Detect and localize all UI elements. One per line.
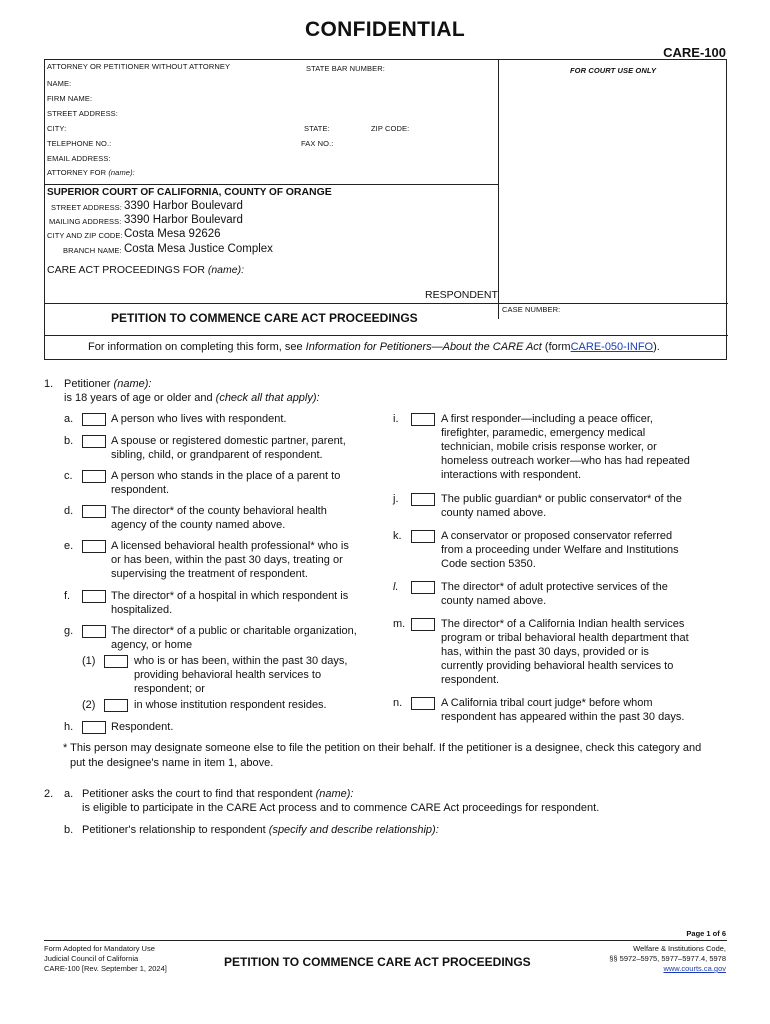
- item1-petitioner-line[interactable]: [64, 377, 151, 391]
- item1-age-line: [64, 391, 320, 405]
- court-use-label: FOR COURT USE ONLY: [570, 66, 657, 75]
- option-text-d-2: agency of the county named above.: [111, 519, 286, 531]
- option-text-m-3: has, within the past 30 days, provided or is: [441, 646, 649, 658]
- option-letter-l: l.: [393, 581, 399, 593]
- state-field[interactable]: STATE:: [304, 124, 330, 133]
- option-text-d-1: The director* of the county behavioral health: [111, 505, 327, 517]
- option-text-l-2: county named above.: [441, 595, 547, 607]
- checkbox-h[interactable]: [82, 721, 106, 734]
- checkbox-n[interactable]: [411, 697, 435, 710]
- option-text-i-3: technician, mobile crisis response worker, or: [441, 441, 657, 453]
- petition-title: PETITION TO COMMENCE CARE ACT PROCEEDINGS: [111, 311, 418, 325]
- option-text-i-4: homeless outreach worker—who has had repeated: [441, 455, 690, 467]
- proceedings-field[interactable]: [47, 264, 244, 276]
- firm-name-field[interactable]: FIRM NAME:: [47, 94, 93, 103]
- court-mailing-value: 3390 Harbor Boulevard: [124, 214, 243, 226]
- checkbox-a[interactable]: [82, 413, 106, 426]
- item2b-text: Petitioner's relationship to respondent: [82, 824, 266, 836]
- court-street-value: 3390 Harbor Boulevard: [124, 200, 243, 212]
- footer-right-line-2: §§ 5972–5975, 5977–5977.4, 5978: [609, 954, 726, 963]
- respondent-label: RESPONDENT: [425, 289, 498, 301]
- checkbox-k[interactable]: [411, 530, 435, 543]
- option-letter-j: j.: [393, 493, 399, 505]
- confidential-heading: CONFIDENTIAL: [305, 18, 465, 41]
- option-number-g2: (2): [82, 699, 96, 711]
- option-letter-k: k.: [393, 530, 402, 542]
- option-text-m-2: program or tribal behavioral health department that: [441, 632, 689, 644]
- option-text-i-2: firefighter, paramedic, emergency medical: [441, 427, 646, 439]
- checkbox-g1[interactable]: [104, 655, 128, 668]
- checkbox-e[interactable]: [82, 540, 106, 553]
- item2b-letter: b.: [64, 824, 74, 836]
- checkbox-l[interactable]: [411, 581, 435, 594]
- checkbox-c[interactable]: [82, 470, 106, 483]
- option-text-g-2: agency, or home: [111, 639, 193, 651]
- option-text-m-4: currently providing behavioral health services to: [441, 660, 674, 672]
- option-text-k-1: A conservator or proposed conservator referred: [441, 530, 673, 542]
- checkbox-f[interactable]: [82, 590, 106, 603]
- option-text-f-1: The director* of a hospital in which respondent is: [111, 590, 349, 602]
- info-prefix: For information on completing this form, see: [88, 341, 303, 353]
- item2a-letter: a.: [64, 788, 74, 800]
- form-number: CARE-100: [663, 45, 726, 60]
- option-text-i-5: interactions with respondent.: [441, 469, 582, 481]
- footnote-line-2: put the designee's name in item 1, above.: [70, 757, 274, 769]
- proceedings-label: CARE ACT PROCEEDINGS FOR: [47, 264, 205, 276]
- option-text-e-3: supervising the treatment of respondent.: [111, 568, 308, 580]
- option-text-b-2: sibling, child, or grandparent of respondent.: [111, 449, 323, 461]
- age-text: is 18 years of age or older and: [64, 392, 213, 404]
- fax-field[interactable]: FAX NO.:: [301, 139, 334, 148]
- item1-number: 1.: [44, 378, 54, 390]
- option-letter-i: i.: [393, 413, 399, 425]
- zip-field[interactable]: ZIP CODE:: [371, 124, 410, 133]
- option-text-k-2: from a proceeding under Welfare and Institutions: [441, 544, 679, 556]
- county-name: ORANGE: [285, 186, 332, 198]
- footer-left-line-1: Form Adopted for Mandatory Use: [44, 944, 155, 953]
- option-letter-g: g.: [64, 625, 74, 637]
- option-letter-e: e.: [64, 540, 74, 552]
- option-text-n-1: A California tribal court judge* before whom: [441, 697, 653, 709]
- footnote-line-1: * This person may designate someone else to file the petition on their behalf. If the petitioner is a designee, check this category and: [63, 742, 702, 754]
- option-text-g-1: The director* of a public or charitable organization,: [111, 625, 357, 637]
- info-line: [88, 341, 660, 353]
- item2-number: 2.: [44, 788, 54, 800]
- option-text-m-5: respondent.: [441, 674, 500, 686]
- court-heading: [47, 186, 332, 198]
- option-letter-h: h.: [64, 721, 74, 733]
- option-text-f-2: hospitalized.: [111, 604, 173, 616]
- item2a-text: Petitioner asks the court to find that respondent: [82, 788, 313, 800]
- footer-right: [609, 944, 726, 974]
- option-text-g1-3: respondent; or: [134, 683, 205, 695]
- option-text-g1-2: providing behavioral health services to: [134, 669, 322, 681]
- item2a-hint: (name):: [315, 788, 354, 800]
- option-text-b-1: A spouse or registered domestic partner, parent,: [111, 435, 346, 447]
- option-text-c-2: respondent.: [111, 484, 170, 496]
- court-title: SUPERIOR COURT OF CALIFORNIA, COUNTY OF: [47, 187, 283, 198]
- telephone-field[interactable]: TELEPHONE NO.:: [47, 139, 112, 148]
- option-letter-n: n.: [393, 697, 403, 709]
- street-address-field[interactable]: STREET ADDRESS:: [47, 109, 118, 118]
- option-letter-f: f.: [64, 590, 71, 602]
- option-letter-a: a.: [64, 413, 74, 425]
- checkbox-i[interactable]: [411, 413, 435, 426]
- item2b-line[interactable]: [82, 823, 439, 837]
- option-letter-c: c.: [64, 470, 73, 482]
- attorney-for-label: ATTORNEY FOR: [47, 168, 107, 177]
- option-text-m-1: The director* of a California Indian health services: [441, 618, 685, 630]
- court-cityzip-value: Costa Mesa 92626: [124, 228, 221, 240]
- proceedings-name-hint: (name):: [207, 264, 245, 276]
- name-field[interactable]: NAME:: [47, 79, 72, 88]
- checkbox-j[interactable]: [411, 493, 435, 506]
- court-cityzip-label: CITY AND ZIP CODE:: [47, 231, 123, 240]
- petitioner-name-hint: (name):: [113, 378, 152, 390]
- court-branch-value: Costa Mesa Justice Complex: [124, 243, 273, 255]
- care-050-info-link[interactable]: CARE-050-INFO: [570, 341, 654, 353]
- check-hint: (check all that apply):: [215, 392, 320, 404]
- item2a-line[interactable]: [82, 787, 354, 801]
- option-text-a-1: A person who lives with respondent.: [111, 413, 287, 425]
- court-branch-label: BRANCH NAME:: [63, 246, 122, 255]
- checkbox-g2[interactable]: [104, 699, 128, 712]
- item2b-hint: (specify and describe relationship):: [268, 824, 439, 836]
- checkbox-d[interactable]: [82, 505, 106, 518]
- option-letter-d: d.: [64, 505, 74, 517]
- case-number-field[interactable]: CASE NUMBER:: [502, 305, 561, 314]
- option-text-n-2: respondent has appeared within the past 30 days.: [441, 711, 685, 723]
- info-doc-title: Information for Petitioners—About the CARE Act: [305, 341, 542, 353]
- footer-left: [44, 944, 167, 974]
- option-letter-b: b.: [64, 435, 74, 447]
- footer-left-line-3: CARE-100 [Rev. September 1, 2024]: [44, 964, 167, 973]
- state-bar-label: STATE BAR NUMBER:: [306, 64, 385, 73]
- attorney-for-field[interactable]: [47, 168, 135, 177]
- petitioner-label: Petitioner: [64, 378, 111, 390]
- footer-title: PETITION TO COMMENCE CARE ACT PROCEEDINGS: [224, 955, 531, 969]
- option-text-j-1: The public guardian* or public conservator* of the: [441, 493, 682, 505]
- court-street-label: STREET ADDRESS:: [51, 203, 122, 212]
- option-text-e-1: A licensed behavioral health professional* who is: [111, 540, 349, 552]
- option-text-h-1: Respondent.: [111, 721, 174, 733]
- footer-right-line-1: Welfare & Institutions Code,: [633, 944, 726, 953]
- option-text-k-3: Code section 5350.: [441, 558, 536, 570]
- option-text-g2-1: in whose institution respondent resides.: [134, 699, 327, 711]
- item2a-line2: is eligible to participate in the CARE Act process and to commence CARE Act proceedings for respondent.: [82, 802, 600, 814]
- footer-left-line-2: Judicial Council of California: [44, 954, 139, 963]
- attorney-for-hint: (name):: [108, 168, 135, 177]
- checkbox-b[interactable]: [82, 435, 106, 448]
- court-mailing-label: MAILING ADDRESS:: [49, 217, 122, 226]
- email-field[interactable]: EMAIL ADDRESS:: [47, 154, 111, 163]
- footer-rule: [44, 940, 727, 941]
- info-mid: (form: [544, 341, 571, 353]
- option-letter-m: m.: [393, 618, 406, 630]
- option-text-i-1: A first responder—including a peace officer,: [441, 413, 653, 425]
- option-text-g1-1: who is or has been, within the past 30 days,: [134, 655, 348, 667]
- attorney-heading: ATTORNEY OR PETITIONER WITHOUT ATTORNEY: [47, 62, 231, 71]
- checkbox-m[interactable]: [411, 618, 435, 631]
- option-text-c-1: A person who stands in the place of a parent to: [111, 470, 341, 482]
- courts-website-link[interactable]: www.courts.ca.gov: [663, 964, 726, 973]
- city-field[interactable]: CITY:: [47, 124, 67, 133]
- page-number: Page 1 of 6: [686, 929, 726, 938]
- option-text-e-2: or has been, within the past 30 days, treating or: [111, 554, 343, 566]
- option-text-j-2: county named above.: [441, 507, 547, 519]
- option-text-l-1: The director* of adult protective services of the: [441, 581, 668, 593]
- info-suffix: ).: [653, 341, 660, 353]
- option-number-g1: (1): [82, 655, 96, 667]
- checkbox-g[interactable]: [82, 625, 106, 638]
